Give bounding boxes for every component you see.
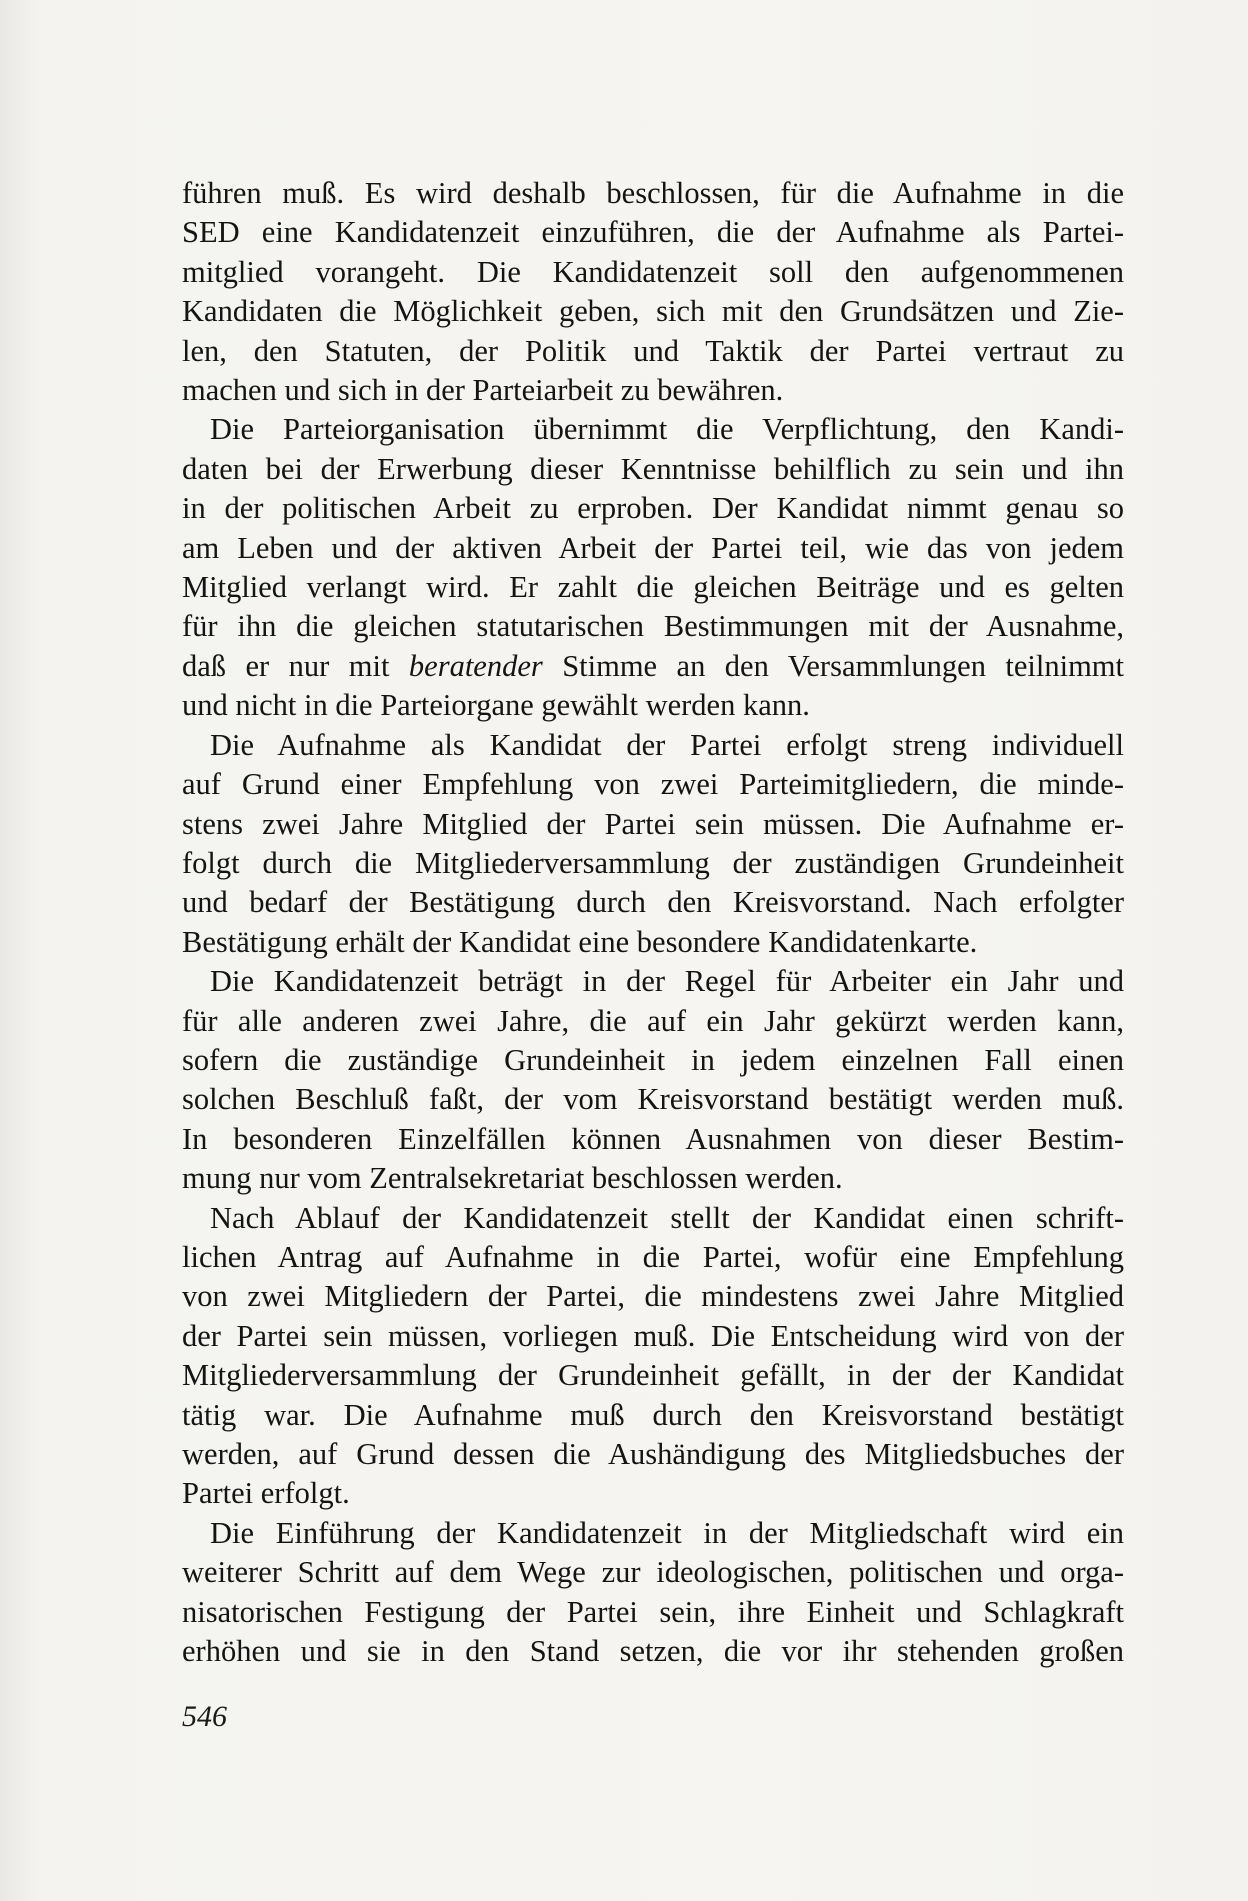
text-line: und bedarf der Bestätigung durch den Kreisvorstand. Nach erfolgter xyxy=(182,885,1124,920)
text-line: Die Kandidatenzeit beträgt in der Regel für Arbeiter ein Jahr und xyxy=(210,964,1124,999)
text-line: in der politischen Arbeit zu erproben. Der Kandidat nimmt genau so xyxy=(182,491,1124,526)
text-line: folgt durch die Mitgliederversammlung der zuständigen Grundeinheit xyxy=(182,845,1124,880)
text-line: von zwei Mitgliedern der Partei, die mindestens zwei Jahre Mitglied xyxy=(182,1279,1124,1314)
text-line: Mitglied verlangt wird. Er zahlt die gleichen Beiträge und es gelten xyxy=(182,570,1124,605)
text-line: solchen Beschluß faßt, der vom Kreisvorstand bestätigt werden muß. xyxy=(182,1082,1124,1117)
text-line: tätig war. Die Aufnahme muß durch den Kreisvorstand bestätigt xyxy=(182,1397,1124,1432)
paragraph-6 xyxy=(182,1514,1124,1672)
paragraph-3 xyxy=(182,726,1124,962)
text-line: und nicht in die Parteiorgane gewählt werden kann. xyxy=(182,688,810,723)
text-segment: Stimme an den Versammlungen teilnimmt xyxy=(542,648,1125,683)
text-line: mung nur vom Zentralsekretariat beschlossen werden. xyxy=(182,1161,843,1196)
text-line: machen und sich in der Parteiarbeit zu bewähren. xyxy=(182,373,784,408)
text-line: Nach Ablauf der Kandidatenzeit stellt der Kandidat einen schrift- xyxy=(210,1200,1124,1235)
paragraph-2 xyxy=(182,410,1124,725)
emphasized-word: beratender xyxy=(408,648,543,683)
text-line: lichen Antrag auf Aufnahme in die Partei, wofür eine Empfehlung xyxy=(182,1239,1124,1274)
text-line: führen muß. Es wird deshalb beschlossen, für die Aufnahme in die xyxy=(182,176,1124,210)
text-line: Kandidaten die Möglichkeit geben, sich mit den Grundsätzen und Zie- xyxy=(182,294,1124,329)
text-line: Die Aufnahme als Kandidat der Partei erfolgt streng individuell xyxy=(210,727,1124,762)
paragraph-4 xyxy=(182,962,1124,1198)
text-line: werden, auf Grund dessen die Aushändigung des Mitgliedsbuches der xyxy=(182,1437,1124,1471)
text-line: der Partei sein müssen, vorliegen muß. Die Entscheidung wird von der xyxy=(182,1318,1124,1353)
text-line: erhöhen und sie in den Stand setzen, die vor ihr stehenden großen xyxy=(182,1634,1124,1669)
page-number: 546 xyxy=(182,1700,227,1733)
paragraph-1 xyxy=(182,174,1124,410)
text-line-with-emphasis xyxy=(182,647,1124,686)
text-line: Partei erfolgt. xyxy=(182,1476,350,1511)
paragraph-5 xyxy=(182,1199,1124,1514)
text-line: daten bei der Erwerbung dieser Kenntnisse behilflich zu sein und ihn xyxy=(182,451,1124,486)
text-line: Die Parteiorganisation übernimmt die Verpflichtung, den Kandi- xyxy=(210,412,1124,447)
text-line: sofern die zuständige Grundeinheit in jedem einzelnen Fall einen xyxy=(182,1042,1124,1077)
text-line: weiterer Schritt auf dem Wege zur ideologischen, politischen und orga- xyxy=(182,1555,1124,1590)
text-line: In besonderen Einzelfällen können Ausnahmen von dieser Bestim- xyxy=(182,1121,1124,1156)
text-line: am Leben und der aktiven Arbeit der Partei teil, wie das von jedem xyxy=(182,530,1124,565)
text-line: Bestätigung erhält der Kandidat eine besondere Kandidatenkarte. xyxy=(182,924,978,959)
text-line: für alle anderen zwei Jahre, die auf ein Jahr gekürzt werden kann, xyxy=(182,1003,1124,1038)
text-line: Die Einführung der Kandidatenzeit in der Mitgliedschaft wird ein xyxy=(210,1515,1124,1550)
text-line: nisatorischen Festigung der Partei sein, ihre Einheit und Schlagkraft xyxy=(182,1594,1124,1629)
text-line: Mitgliederversammlung der Grundeinheit gefällt, in der der Kandidat xyxy=(182,1358,1124,1393)
text-line: stens zwei Jahre Mitglied der Partei sein müssen. Die Aufnahme er- xyxy=(182,806,1124,841)
text-segment: daß er nur mit xyxy=(182,648,409,683)
text-line: SED eine Kandidatenzeit einzuführen, die der Aufnahme als Partei- xyxy=(182,215,1124,250)
text-line: len, den Statuten, der Politik und Taktik der Partei vertraut zu xyxy=(182,333,1124,368)
body-text xyxy=(182,174,1124,1671)
text-line: auf Grund einer Empfehlung von zwei Parteimitgliedern, die minde- xyxy=(182,767,1124,802)
text-line: für ihn die gleichen statutarischen Bestimmungen mit der Ausnahme, xyxy=(182,609,1124,644)
text-line: mitglied vorangeht. Die Kandidatenzeit soll den aufgenommenen xyxy=(182,254,1124,289)
